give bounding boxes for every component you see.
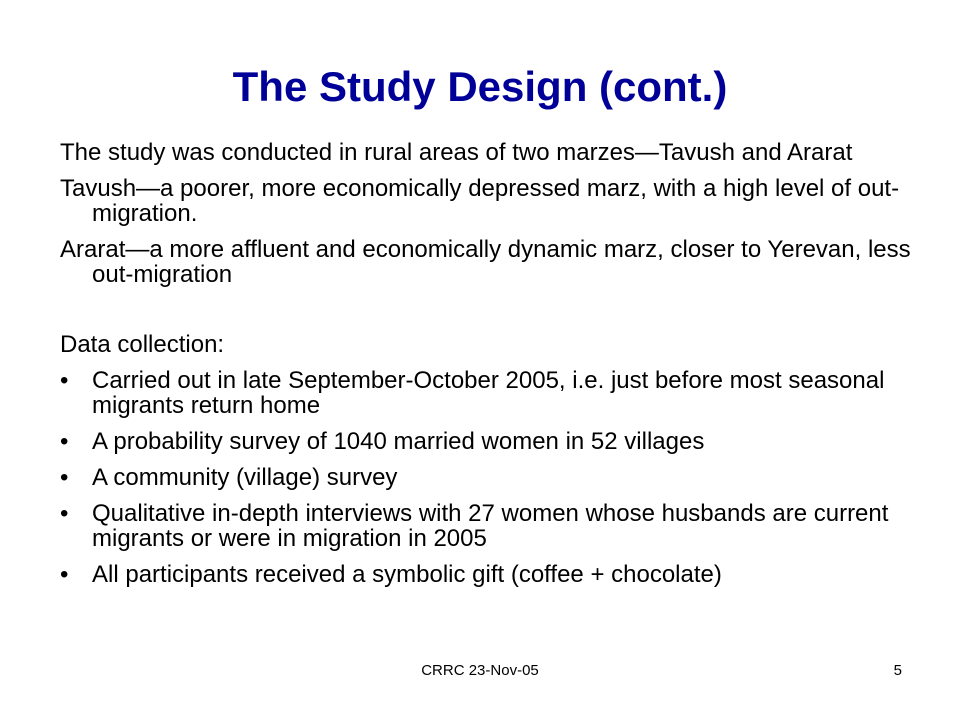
data-collection-heading: Data collection: [60, 331, 225, 358]
data-collection-list [60, 368, 920, 587]
tavush-paragraph: Tavush—a poorer, more economically depressed marz, with a high level of out-migration. [60, 175, 900, 227]
bullet-dot: • [60, 464, 69, 491]
ararat-paragraph: Ararat—a more affluent and economically dynamic marz, closer to Yerevan, less out-migration [60, 236, 911, 288]
slide-title: The Study Design (cont.) [232, 63, 728, 110]
list-item-text: A probability survey of 1040 married women in 52 villages [92, 428, 705, 455]
paragraph-spacer [60, 298, 920, 332]
list-item [60, 501, 920, 551]
slide-footer: CRRC 23-Nov-05 [421, 662, 539, 679]
bullet-dot: • [60, 367, 69, 394]
list-item-text: Carried out in late September-October 2005, i.e. just before most seasonal migrants return home [92, 367, 885, 419]
study-area-paragraph: The study was conducted in rural areas of two marzes—Tavush and Ararat [60, 139, 853, 166]
bullet-dot: • [60, 500, 69, 527]
list-item [60, 429, 920, 454]
page-number: 5 [893, 662, 902, 679]
list-item-text: A community (village) survey [92, 464, 398, 491]
slide-body [60, 140, 920, 598]
list-item-text: Qualitative in-depth interviews with 27 women whose husbands are current migrants or were in migration in 2005 [92, 500, 889, 552]
list-item [60, 465, 920, 490]
list-item-text: All participants received a symbolic gift (coffee + chocolate) [92, 561, 722, 588]
bullet-dot: • [60, 428, 69, 455]
list-item [60, 368, 920, 418]
list-item [60, 562, 920, 587]
bullet-dot: • [60, 561, 69, 588]
